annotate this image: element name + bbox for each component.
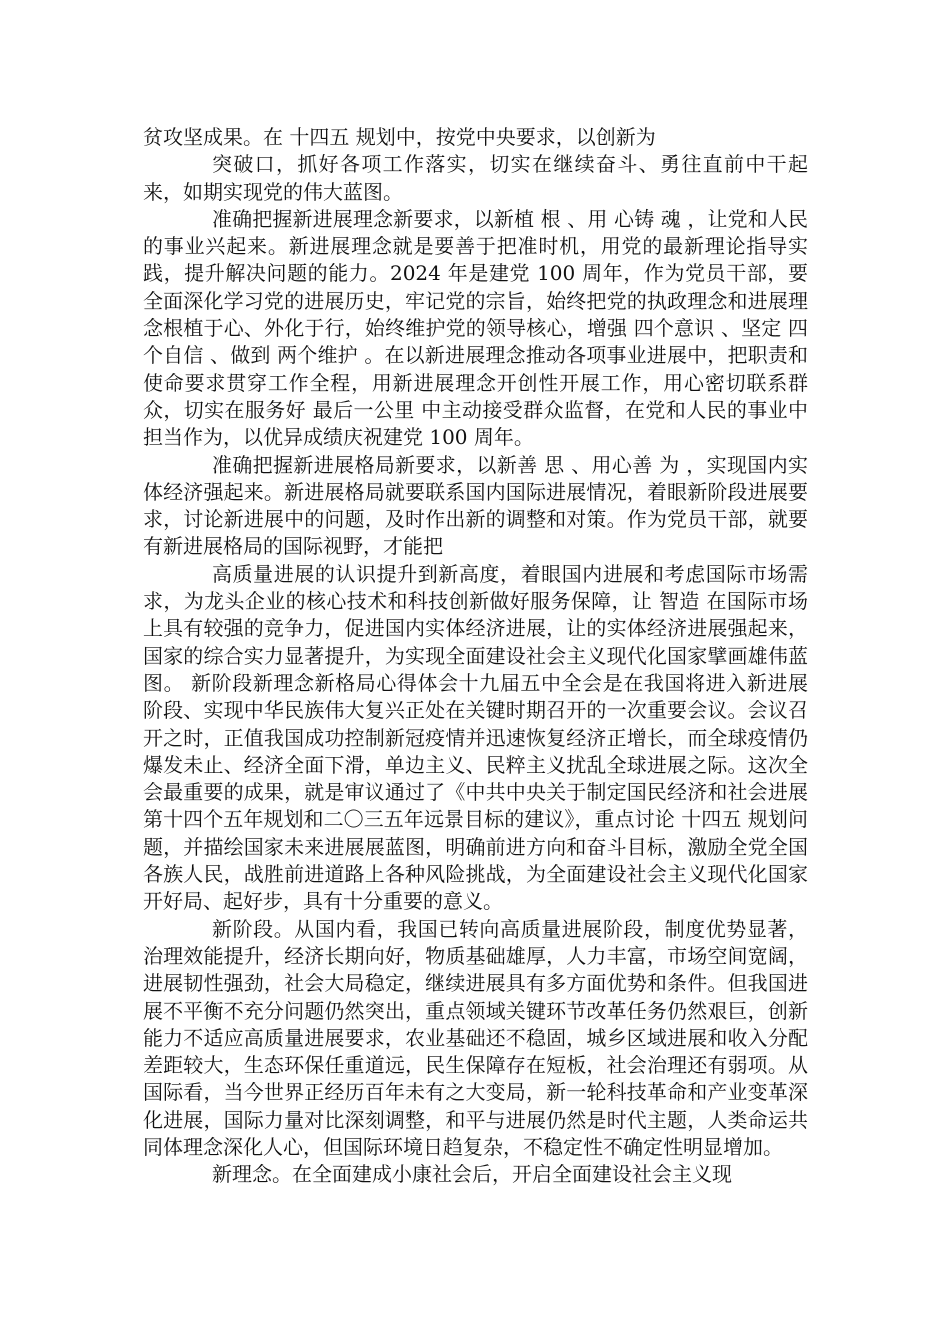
paragraph-new-development-concept: 准确把握新进展理念新要求，以新植 根 、用 心铸 魂 ，让党和人民的事业兴起来。新进展理念就是要善于把准时机，用党的最新理论指导实践，提升解决问题的能力。2024 年是建党 100 周年，作为党员干部，要全面深化学习党的进展历史，牢记党的宗旨，始终把党的执政理念和进展理念根植于心、外化于行，始终维护党的领导核心，增强 四个意识 、坚定 四个自信 、做到 两个维护 。在以新进展理念推动各项事业进展中，把职责和使命要求贯穿工作全程，用新进展理念开创性开展工作，用心密切联系群众，切实在服务好 最后一公里 中主动接受群众监督，在党和人民的事业中担当作为，以优异成绩庆祝建党 100 周年。 [143,206,808,450]
paragraph-new-development-pattern: 准确把握新进展格局新要求，以新善 思 、用心善 为 ，实现国内实体经济强起来。新进展格局就要联系国内国际进展情况，着眼新阶段进展要求，讨论新进展中的问题，及时作出新的调整和对策。作为党员干部，就要有新进展格局的国际视野，才能把 [143,452,808,559]
paragraph-high-quality-development: 高质量进展的认识提升到新高度，着眼国内进展和考虑国际市场需求，为龙头企业的核心技术和科技创新做好服务保障，让 智造 在国际市场上具有较强的竞争力，促进国内实体经济进展，让的实体经济进展强起来，国家的综合实力显著提升，为实现全面建设社会主义现代化国家擘画雄伟蓝图。 新阶段新理念新格局心得体会十九届五中全会是在我国将进入新进展阶段、实现中华民族伟大复兴正处在关键时期召开的一次重要会议。会议召开之时，正值我国成功控制新冠疫情并迅速恢复经济正增长，而全球疫情仍爆发未止、经济全面下滑，单边主义、民粹主义扰乱全球进展之际。这次全会最重要的成果，就是审议通过了《中共中央关于制定国民经济和社会进展第十四个五年规划和二〇三五年远景目标的建议》，重点讨论 十四五 规划问题，并描绘国家未来进展展蓝图，明确前进方向和奋斗目标，激励全党全国各族人民，战胜前进道路上各种风险挑战，为全面建设社会主义现代化国家开好局、起好步，具有十分重要的意义。 [143,561,808,914]
paragraph-new-stage: 新阶段。从国内看，我国已转向高质量进展阶段，制度优势显著，治理效能提升，经济长期向好，物质基础雄厚，人力丰富，市场空间宽阔，进展韧性强劲，社会大局稳定，继续进展具有多方面优势和条件。但我国进展不平衡不充分问题仍然突出，重点领域关键环节改革任务仍然艰巨，创新能力不适应高质量进展要求，农业基础还不稳固，城乡区域进展和收入分配差距较大，生态环保任重道远，民生保障存在短板，社会治理还有弱项。从国际看，当今世界正经历百年未有之大变局，新一轮科技革命和产业变革深化进展，国际力量对比深刻调整，和平与进展仍然是时代主题，人类命运共同体理念深化人心，但国际环境日趋复杂，不稳定性不确定性明显增加。 [143,916,808,1159]
paragraph-continuation: 贫攻坚成果。在 十四五 规划中，按党中央要求，以创新为 [143,125,656,149]
paragraph-breakthrough: 突破口，抓好各项工作落实，切实在继续奋斗、勇往直前中干起来，如期实现党的伟大蓝图。 [143,152,808,204]
document-body [143,124,808,1189]
paragraph-new-concept: 新理念。在全面建成小康社会后，开启全面建设社会主义现 [212,1162,732,1187]
